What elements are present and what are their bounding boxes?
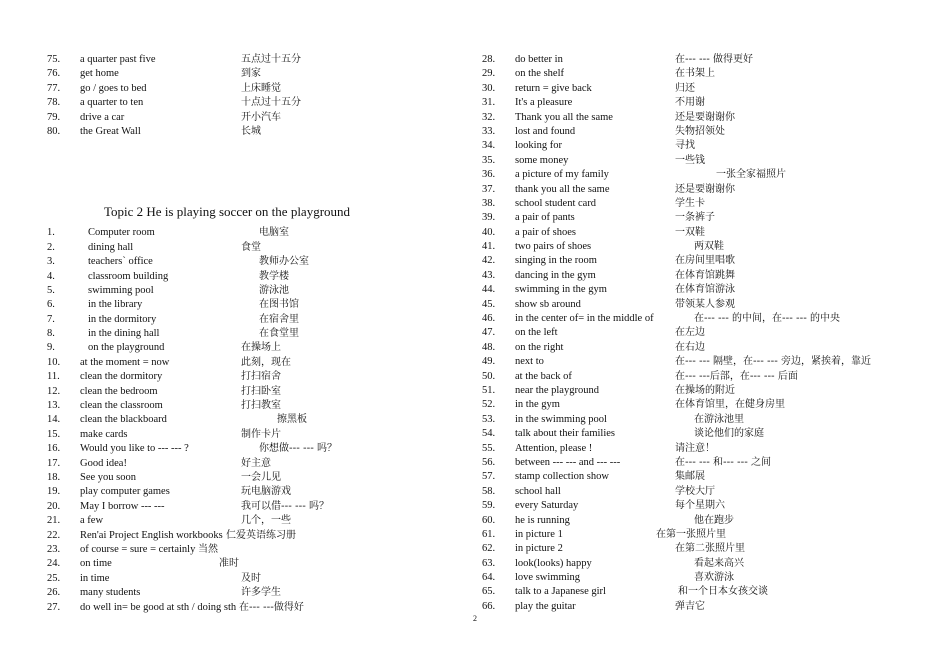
vocab-row (482, 326, 922, 340)
vocab-row (482, 499, 922, 513)
english-phrase: make cards (80, 428, 128, 440)
item-number: 53. (482, 413, 496, 425)
vocab-row (47, 226, 447, 240)
vocab-row (482, 211, 922, 225)
item-number: 22. (47, 529, 61, 541)
item-number: 39. (482, 212, 496, 224)
chinese-translation: 在--- --- 的中间，在--- --- 的中央 (694, 313, 841, 325)
english-phrase: swimming in the gym (515, 284, 607, 296)
chinese-translation: 寻找 (675, 140, 695, 152)
vocab-row (482, 542, 922, 556)
item-number: 36. (482, 169, 496, 181)
chinese-translation: 在左边 (675, 327, 705, 339)
english-phrase: at the back of (515, 370, 572, 382)
vocab-row (47, 255, 447, 269)
item-number: 66. (482, 600, 496, 612)
left-column (47, 53, 447, 615)
english-phrase: in the library (88, 299, 143, 311)
item-number: 42. (482, 255, 496, 267)
vocab-row (47, 284, 447, 298)
item-number: 43. (482, 269, 496, 281)
chinese-translation: 打扫教室 (241, 400, 281, 412)
chinese-translation: 在图书馆 (259, 299, 299, 311)
vocab-row (482, 355, 922, 369)
english-phrase: Would you like to --- --- ? (80, 443, 189, 455)
item-number: 58. (482, 485, 496, 497)
chinese-translation: 我可以借--- --- 吗？ (241, 500, 330, 512)
english-phrase: dining hall (88, 241, 134, 253)
vocab-row (482, 427, 922, 441)
english-phrase: Computer room (88, 227, 155, 239)
item-number: 23. (47, 543, 61, 555)
vocab-row (482, 125, 922, 139)
english-phrase: play computer games (80, 486, 170, 498)
chinese-translation: 在第一张照片里 (656, 528, 726, 540)
english-phrase: a quarter past five (80, 54, 156, 65)
english-phrase: in picture 1 (515, 528, 563, 540)
vocab-row (482, 96, 922, 110)
vocab-row (482, 183, 922, 197)
item-number: 59. (482, 500, 496, 512)
vocab-row (482, 514, 922, 528)
chinese-translation: 在体育馆跳舞 (675, 269, 735, 281)
item-number: 28. (482, 54, 496, 65)
chinese-translation: 还是要谢谢你 (675, 111, 735, 123)
chinese-translation: 上床睡觉 (241, 82, 281, 94)
english-phrase: Attention, please ! (515, 442, 593, 454)
chinese-translation: 一些钱 (675, 154, 705, 166)
english-phrase: two pairs of shoes (515, 241, 592, 253)
chinese-translation: 仁爱英语练习册 (226, 529, 296, 541)
chinese-translation: 制作卡片 (241, 428, 281, 440)
chinese-translation: 一张全家福照片 (716, 169, 786, 181)
item-number: 37. (482, 183, 496, 195)
item-number: 12. (47, 385, 61, 397)
english-phrase: the Great Wall (80, 125, 141, 137)
item-number: 38. (482, 197, 496, 209)
item-number: 31. (482, 97, 496, 109)
english-phrase: May I borrow --- --- (80, 500, 165, 512)
item-number: 63. (482, 557, 496, 569)
english-phrase: in time (80, 572, 110, 584)
chinese-translation: 在体育馆里，在健身房里 (675, 399, 785, 411)
english-phrase: go / goes to bed (80, 82, 147, 94)
vocab-row (47, 413, 447, 427)
english-phrase: between --- --- and --- --- (515, 456, 621, 468)
item-number: 80. (47, 125, 61, 137)
vocab-row (482, 269, 922, 283)
english-phrase: classroom building (88, 270, 169, 282)
vocab-row (47, 370, 447, 384)
english-phrase: of course = sure = certainly (80, 543, 196, 555)
chinese-translation: 及时 (241, 572, 261, 584)
chinese-translation: 弹吉它 (675, 600, 705, 612)
chinese-translation: 开小汽车 (241, 111, 281, 123)
vocab-row (47, 586, 447, 600)
item-number: 25. (47, 572, 61, 584)
item-number: 77. (47, 82, 61, 94)
vocab-list-topic1-end (47, 53, 447, 139)
english-phrase: on the right (515, 341, 564, 353)
english-phrase: in the dormitory (88, 313, 157, 325)
english-phrase: in the gym (515, 399, 560, 411)
chinese-translation: 在第二张照片里 (675, 543, 745, 555)
english-phrase: in the center of= in the middle of (515, 313, 654, 325)
chinese-translation: 在--- --- 隔壁，在--- --- 旁边，紧挨着，靠近 (675, 356, 872, 368)
vocab-row (47, 125, 447, 139)
chinese-translation: 当然 (198, 543, 218, 555)
chinese-translation: 十点过十五分 (241, 97, 301, 109)
chinese-translation: 在操场的附近 (675, 384, 735, 396)
vocab-row (482, 398, 922, 412)
vocab-row (47, 529, 447, 543)
chinese-translation: 几个，一些 (241, 515, 291, 527)
item-number: 40. (482, 226, 496, 238)
vocab-row (47, 471, 447, 485)
item-number: 8. (47, 328, 55, 340)
english-phrase: talk to a Japanese girl (515, 586, 606, 598)
chinese-translation: 学生卡 (675, 197, 705, 209)
english-phrase: every Saturday (515, 500, 579, 512)
chinese-translation: 在--- ---后部，在--- --- 后面 (675, 370, 798, 382)
vocab-row (482, 312, 922, 326)
chinese-translation: 电脑室 (259, 227, 289, 239)
vocab-row (482, 384, 922, 398)
vocab-row (47, 298, 447, 312)
vocab-row (47, 428, 447, 442)
chinese-translation: 此刻，现在 (241, 356, 291, 368)
english-phrase: do better in (515, 54, 563, 65)
item-number: 76. (47, 68, 61, 80)
item-number: 47. (482, 327, 496, 339)
chinese-translation: 不用谢 (675, 97, 705, 109)
english-phrase: he is running (515, 514, 570, 526)
item-number: 15. (47, 428, 61, 440)
english-phrase: lost and found (515, 125, 576, 137)
vocab-row (47, 442, 447, 456)
vocab-row (482, 154, 922, 168)
chinese-translation: 玩电脑游戏 (241, 486, 291, 498)
english-phrase: See you soon (80, 471, 136, 483)
item-number: 78. (47, 97, 61, 109)
english-phrase: It's a pleasure (515, 97, 573, 109)
chinese-translation: 五点过十五分 (241, 54, 301, 65)
vocab-row (47, 313, 447, 327)
chinese-translation: 一会儿见 (241, 471, 281, 483)
chinese-translation: 归还 (675, 82, 695, 94)
item-number: 65. (482, 586, 496, 598)
item-number: 11. (47, 371, 60, 383)
chinese-translation: 在房间里唱歌 (675, 255, 735, 267)
chinese-translation: 请注意！ (675, 442, 715, 454)
vocab-list-topic2-continued (482, 53, 922, 614)
vocab-row (482, 67, 922, 81)
chinese-translation: 在食堂里 (259, 328, 299, 340)
vocab-row (47, 96, 447, 110)
chinese-translation: 学校大厅 (675, 485, 715, 497)
chinese-translation: 擦黑板 (277, 414, 307, 426)
topic-title: Topic 2 He is playing soccer on the playground (104, 204, 351, 220)
english-phrase: Good idea! (80, 457, 127, 469)
item-number: 54. (482, 428, 496, 440)
vocab-row (47, 241, 447, 255)
item-number: 7. (47, 313, 55, 325)
english-phrase: next to (515, 356, 544, 368)
vocab-row (47, 500, 447, 514)
english-phrase: swimming pool (88, 284, 154, 296)
item-number: 3. (47, 256, 55, 268)
chinese-translation: 在宿舍里 (259, 313, 299, 325)
item-number: 9. (47, 342, 55, 354)
item-number: 24. (47, 558, 61, 570)
vocab-row (482, 600, 922, 614)
chinese-translation: 带领某人参观 (675, 298, 735, 310)
item-number: 26. (47, 587, 61, 599)
item-number: 57. (482, 471, 496, 483)
vocab-row (47, 67, 447, 81)
english-phrase: looking for (515, 140, 562, 152)
english-phrase: a quarter to ten (80, 97, 144, 109)
item-number: 21. (47, 515, 61, 527)
english-phrase: talk about their families (515, 428, 616, 440)
item-number: 30. (482, 82, 496, 94)
item-number: 55. (482, 442, 496, 454)
vocab-row (482, 240, 922, 254)
english-phrase: do well in= be good at sth / doing sth (80, 601, 237, 613)
chinese-translation: 食堂 (241, 241, 261, 253)
english-phrase: love swimming (515, 572, 581, 584)
vocab-row (482, 370, 922, 384)
chinese-translation: 长城 (241, 125, 261, 137)
chinese-translation: 一双鞋 (675, 226, 705, 238)
chinese-translation: 看起来高兴 (694, 557, 744, 569)
vocab-row (47, 457, 447, 471)
english-phrase: on the left (515, 327, 558, 339)
item-number: 4. (47, 270, 55, 282)
item-number: 19. (47, 486, 61, 498)
item-number: 29. (482, 68, 496, 80)
english-phrase: get home (80, 68, 119, 80)
vocab-row (482, 442, 922, 456)
chinese-translation: 在--- ---做得好 (239, 601, 304, 613)
vocab-row (47, 327, 447, 341)
item-number: 61. (482, 528, 496, 540)
english-phrase: teachers` office (88, 256, 153, 268)
english-phrase: some money (515, 154, 569, 166)
item-number: 45. (482, 298, 496, 310)
chinese-translation: 准时 (219, 558, 239, 570)
chinese-translation: 在操场上 (241, 342, 281, 354)
english-phrase: in the swimming pool (515, 413, 607, 425)
chinese-translation: 到家 (241, 68, 261, 80)
chinese-translation: 好主意 (241, 457, 271, 469)
vocab-row (47, 485, 447, 499)
english-phrase: a pair of pants (515, 212, 575, 224)
item-number: 62. (482, 543, 496, 555)
english-phrase: on time (80, 558, 112, 570)
chinese-translation: 谈论他们的家庭 (694, 428, 764, 440)
vocab-row (482, 571, 922, 585)
chinese-translation: 每个星期六 (675, 500, 725, 512)
chinese-translation: 集邮展 (675, 471, 705, 483)
vocab-row (482, 456, 922, 470)
item-number: 34. (482, 140, 496, 152)
english-phrase: thank you all the same (515, 183, 610, 195)
chinese-translation: 在--- --- 做得更好 (675, 54, 754, 65)
english-phrase: clean the blackboard (80, 414, 167, 426)
item-number: 49. (482, 356, 496, 368)
english-phrase: school hall (515, 485, 561, 497)
item-number: 52. (482, 399, 496, 411)
english-phrase: show sb around (515, 298, 581, 310)
chinese-translation: 许多学生 (241, 587, 281, 599)
english-phrase: school student card (515, 197, 597, 209)
item-number: 35. (482, 154, 496, 166)
item-number: 46. (482, 313, 496, 325)
item-number: 51. (482, 384, 496, 396)
item-number: 16. (47, 443, 61, 455)
vocab-row (482, 283, 922, 297)
english-phrase: return = give back (515, 82, 592, 94)
vocab-row (47, 356, 447, 370)
english-phrase: singing in the room (515, 255, 597, 267)
chinese-translation: 游泳池 (259, 284, 289, 296)
item-number: 44. (482, 284, 496, 296)
vocab-row (47, 53, 447, 67)
item-number: 32. (482, 111, 496, 123)
english-phrase: near the playground (515, 384, 599, 396)
vocab-row (482, 197, 922, 211)
english-phrase: on the shelf (515, 68, 564, 80)
item-number: 79. (47, 111, 61, 123)
chinese-translation: 失物招领处 (675, 125, 725, 137)
item-number: 60. (482, 514, 496, 526)
item-number: 5. (47, 284, 55, 296)
chinese-translation: 他在跑步 (694, 514, 734, 526)
english-phrase: clean the bedroom (80, 385, 158, 397)
vocab-row (482, 341, 922, 355)
vocab-row (482, 254, 922, 268)
vocab-row (482, 585, 922, 599)
chinese-translation: 在游泳池里 (694, 413, 744, 425)
item-number: 10. (47, 356, 61, 368)
english-phrase: in picture 2 (515, 543, 563, 555)
english-phrase: Thank you all the same (515, 111, 613, 123)
english-phrase: a picture of my family (515, 169, 609, 181)
english-phrase: dancing in the gym (515, 269, 596, 281)
vocab-row (482, 528, 922, 542)
vocab-row (482, 226, 922, 240)
page-number: 2 (473, 614, 477, 623)
vocab-row (482, 298, 922, 312)
english-phrase: a pair of shoes (515, 226, 576, 238)
vocab-row (47, 385, 447, 399)
vocab-row (47, 543, 447, 557)
item-number: 13. (47, 400, 61, 412)
chinese-translation: 教学楼 (259, 270, 289, 282)
english-phrase: clean the classroom (80, 400, 163, 412)
chinese-translation: 打扫卧室 (241, 385, 281, 397)
section-gap (47, 139, 447, 198)
item-number: 1. (47, 227, 55, 239)
item-number: 41. (482, 241, 496, 253)
vocab-row (47, 572, 447, 586)
vocab-row (482, 485, 922, 499)
chinese-translation: 在右边 (675, 341, 705, 353)
vocab-row (482, 470, 922, 484)
chinese-translation: 两双鞋 (694, 241, 724, 253)
chinese-translation: 打扫宿舍 (241, 371, 281, 383)
vocab-row (47, 557, 447, 571)
chinese-translation: 还是要谢谢你 (675, 183, 735, 195)
english-phrase: on the playground (88, 342, 165, 354)
chinese-translation: 在书架上 (675, 68, 715, 80)
vocab-row (47, 270, 447, 284)
vocab-row (47, 514, 447, 528)
item-number: 6. (47, 299, 55, 311)
item-number: 33. (482, 125, 496, 137)
english-phrase: at the moment = now (80, 356, 170, 368)
right-column (482, 53, 922, 614)
vocab-row (47, 399, 447, 413)
chinese-translation: 你想做--- --- 吗？ (259, 443, 338, 455)
english-phrase: play the guitar (515, 600, 576, 612)
vocab-row (482, 168, 922, 182)
item-number: 2. (47, 241, 55, 253)
item-number: 14. (47, 414, 61, 426)
english-phrase: stamp collection show (515, 471, 609, 483)
item-number: 75. (47, 54, 61, 65)
item-number: 18. (47, 471, 61, 483)
vocab-row (482, 139, 922, 153)
item-number: 56. (482, 456, 496, 468)
vocab-row (47, 111, 447, 125)
english-phrase: a few (80, 515, 104, 527)
english-phrase: clean the dormitory (80, 371, 163, 383)
chinese-translation: 在体育馆游泳 (675, 284, 735, 296)
vocab-row (482, 413, 922, 427)
vocab-row (482, 111, 922, 125)
vocab-row (47, 601, 447, 615)
english-phrase: many students (80, 587, 141, 599)
item-number: 20. (47, 500, 61, 512)
vocab-row (47, 341, 447, 355)
english-phrase: in the dining hall (88, 328, 160, 340)
item-number: 27. (47, 601, 61, 613)
chinese-translation: 和一个日本女孩交谈 (678, 586, 768, 598)
chinese-translation: 教师办公室 (259, 256, 309, 268)
vocab-row (47, 82, 447, 96)
vocab-row (482, 53, 922, 67)
english-phrase: drive a car (80, 111, 125, 123)
vocab-row (482, 82, 922, 96)
vocab-row (482, 557, 922, 571)
chinese-translation: 喜欢游泳 (694, 572, 734, 584)
vocab-list-topic2 (47, 226, 447, 615)
chinese-translation: 一条裤子 (675, 212, 715, 224)
item-number: 48. (482, 341, 496, 353)
english-phrase: Ren'ai Project English workbooks (80, 529, 223, 541)
item-number: 64. (482, 572, 496, 584)
item-number: 50. (482, 370, 496, 382)
item-number: 17. (47, 457, 61, 469)
chinese-translation: 在--- --- 和--- --- 之间 (675, 456, 772, 468)
english-phrase: look(looks) happy (515, 557, 592, 569)
